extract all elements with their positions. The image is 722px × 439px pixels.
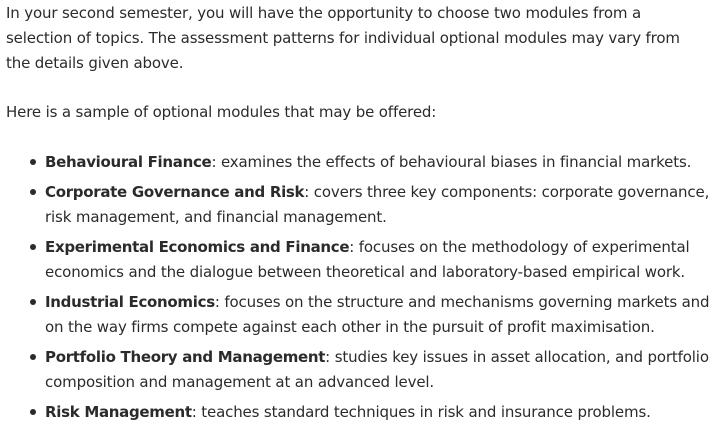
module-name: Corporate Governance and Risk [45, 183, 305, 201]
module-description-continued: on the way firms compete against each other in the pursuit of profit maximisation. [45, 318, 655, 336]
intro-line-2: selection of topics. The assessment patterns for individual optional modules may vary from [6, 29, 680, 47]
module-description-continued: economics and the dialogue between theoretical and laboratory-based empirical work. [45, 263, 686, 281]
intro-paragraph [6, 1, 680, 76]
optional-modules-list [0, 150, 722, 430]
module-description: : examines the effects of behavioural biases in financial markets. [211, 153, 692, 171]
module-name: Industrial Economics [45, 293, 215, 311]
module-description: : studies key issues in asset allocation, and portfolio [325, 348, 709, 366]
module-portfolio-theory-and-management [0, 345, 722, 395]
module-industrial-economics [0, 290, 722, 340]
module-description-continued: composition and management at an advanced level. [45, 373, 435, 391]
module-name: Portfolio Theory and Management [45, 348, 326, 366]
sample-intro-paragraph: Here is a sample of optional modules that may be offered: [6, 103, 437, 121]
module-name: Risk Management [45, 403, 192, 421]
module-description: : focuses on the structure and mechanisms governing markets and [214, 293, 710, 311]
module-description: : teaches standard techniques in risk and insurance problems. [191, 403, 651, 421]
module-name: Behavioural Finance [45, 153, 212, 171]
module-risk-management [0, 400, 722, 425]
module-corporate-governance-and-risk [0, 180, 722, 230]
intro-line-3: the details given above. [6, 54, 184, 72]
module-name: Experimental Economics and Finance [45, 238, 350, 256]
module-description: : focuses on the methodology of experimental [349, 238, 690, 256]
module-behavioural-finance [0, 150, 722, 175]
module-description: : covers three key components: corporate governance, [304, 183, 710, 201]
module-description-continued: risk management, and financial management. [45, 208, 387, 226]
module-experimental-economics-and-finance [0, 235, 722, 285]
intro-line-1: In your second semester, you will have the opportunity to choose two modules from a [6, 4, 642, 22]
